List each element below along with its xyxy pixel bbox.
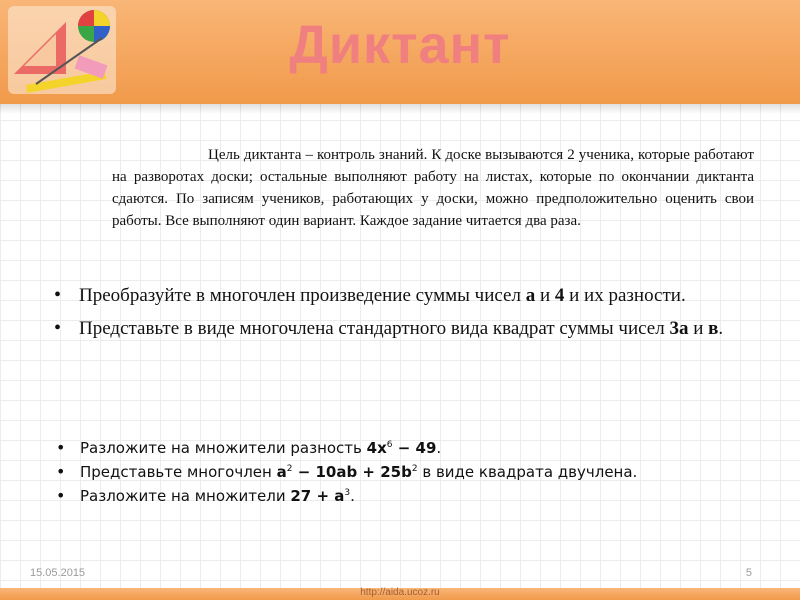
list-item: • Разложите на множители $27 + a^3$.: [56, 484, 656, 508]
footer-url: http://aida.ucoz.ru: [360, 587, 440, 598]
footer-date: 15.05.2015: [30, 567, 86, 579]
list-item: • Преобразуйте в многочлен произведение суммы чисел а и 4 и их разности.: [50, 282, 740, 309]
list-item: • Разложите на множители разность $4x^6 - 49$.: [56, 436, 656, 460]
exercise-list: [50, 282, 740, 348]
intro-paragraph: Цель диктанта – контроль знаний. К доске вызываются 2 ученика, которые работают на разворотах доски; остальные выполняют работу на листах, которые по окончании диктанта сдаются. По записям учеников, работающих у доски, можно предположительно оценить свои работы. Все выполняют один вариант. Каждое задание читается два раза.: [112, 147, 754, 229]
list-item: • Представьте многочлен $a^2 - 10ab + 25b^2$ в виде квадрата двучлена.: [56, 460, 656, 484]
header-shadow: [0, 104, 800, 114]
task-list: [56, 436, 656, 508]
page-title: Диктант: [289, 15, 511, 75]
list-item: • Представьте в виде многочлена стандартного вида квадрат суммы чисел 3а и в.: [50, 315, 740, 342]
header-bar: [0, 0, 800, 104]
page-number: 5: [745, 567, 752, 579]
